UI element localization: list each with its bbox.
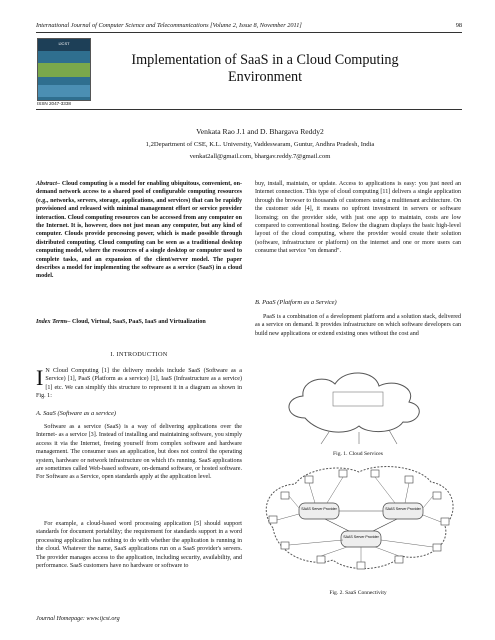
saas-paragraph-continued: buy, install, maintain, or update. Access to applications is easy: you just need an Internet connection. This type of cloud computing [11] delivers a single application through the browser to thousands of customers using a multitenant architecture. On the customer side [4], it means no upfront investment in servers or software licensing; on the provider side, with just one app to maintain, costs are low compared to conventional hosting. Below the diagram displays the basic high-level layout of the cloud computing, where the provider would create their solution (software, infrastructure or platform) on the internet and one or more users can consume that service "on demand". <box>255 181 461 255</box>
abstract-label: Abstract– <box>36 181 61 187</box>
server-node <box>299 503 339 519</box>
paas-paragraph-1: PaaS is a combination of a development platform and a solution stack, delivered as a service on demand. It provides infrastructure on which software developers can build new applications or extend existing ones without the cost and <box>255 314 461 337</box>
paper-affiliation: 1,2Department of CSE, K.L. University, Vaddeswaram, Guntur, Andhra Pradesh, India <box>145 141 375 148</box>
section-heading-introduction: I. INTRODUCTION <box>110 351 168 358</box>
journal-line: International Journal of Computer Science and Telecommunications [Volume 2, Issue 8, November 2011] <box>36 22 302 29</box>
cloud-inner-box <box>333 392 383 406</box>
cover-label: IJCST <box>58 41 70 46</box>
index-terms <box>36 318 242 326</box>
figure-1-caption: Fig. 1. Cloud Services <box>333 451 383 457</box>
page-number: 98 <box>455 22 462 29</box>
journal-homepage-footer: Journal Homepage: www.ijcst.org <box>36 616 120 622</box>
client-links <box>277 477 441 562</box>
client-nodes <box>269 470 449 569</box>
server-label: SAAS Server Provider <box>385 507 421 511</box>
index-terms-text: Cloud, Virtual, SaaS, PaaS, IaaS and Virtualization <box>70 319 206 325</box>
drop-cap: I <box>36 365 44 390</box>
subsection-heading-paas: B. PaaS (Platform as a Service) <box>255 299 337 306</box>
introduction-text: N Cloud Computing [1] the delivery models include SaaS (Software as a Service) [1], PaaS (Platform as a service) [1], IaaS (Infrastructure as a service) [1] etc. We can simplify this structure to represent it in a diagram as shown in Fig. 1: <box>36 368 242 400</box>
index-terms-label: Index Terms– <box>36 319 71 325</box>
subsection-heading-saas: A. SaaS (Software as a service) <box>36 410 116 417</box>
server-label: SAAS Server Provider <box>301 507 337 511</box>
running-header <box>36 22 462 29</box>
saas-paragraph-1: Software as a service (SaaS) is a way of delivering applications over the Internet- as a service [3]. Instead of installing and maintaining software, you simply access it via the Internet, freeing yourself from complex software and hardware management. The consumer uses an application, but does not control the operating system, hardware or network infrastructure on which it's running. SaaS applications are sometimes called Web-based software, on-demand software, or hosted software. For Software as a Service, open standards apply at the application level. <box>36 424 242 481</box>
issn-label: ISSN 2047-3338 <box>37 101 71 106</box>
server-node <box>341 531 381 547</box>
paper-authors: Venkata Rao J.1 and D. Bhargava Reddy2 <box>196 127 324 136</box>
figures-graphic <box>255 340 461 578</box>
banner-rule <box>36 109 462 110</box>
header-rule <box>36 32 462 33</box>
saas-paragraph-2: For example, a cloud-based word processing application [5] should support standards for document portability; the requirement for standards support in a word processing application has nothing to do with whether the application is running in the cloud. Whatever the name, SaaS applications run on a SaaS provider's servers. The provider manages access to the application, including security, availability, and performance. SaaS customers have no hardware or software to <box>36 521 242 570</box>
cloud-services-diagram <box>289 373 419 444</box>
paper-emails: venkat2all@gmail.com, bhargav.reddy.7@gmail.com <box>189 153 331 160</box>
saas-connectivity-diagram <box>266 467 453 569</box>
introduction-paragraph <box>36 367 242 401</box>
figure-2-caption: Fig. 2. SaaS Connectivity <box>329 590 387 596</box>
abstract-text: Cloud computing is a model for enabling ubiquitous, convenient, on-demand network access to a shared pool of configurable computing resources (e.g., networks, servers, storage, applications, and services) that can be rapidly provisioned and released with minimal management effort or service provider interaction. Cloud computing resources can be accessed from any computer on the Internet. It is, however, does not just mean any computer, but any kind of computer. Clouds provide processing power, which is made possible through distributed computing. Cloud computing can be seen as a traditional desktop computing model, where the resources of a single desktop or computer used to complete tasks, and an expansion of the client/server model. The paper describes a model for implementing the software as a service (SaaS) in a cloud model. <box>36 181 242 280</box>
server-label: SAAS Server Provider <box>343 535 379 539</box>
paper-title: Implementation of SaaS in a Cloud Computing Environment <box>131 52 399 85</box>
abstract <box>36 180 242 281</box>
journal-cover-image <box>37 38 91 101</box>
server-node <box>383 503 423 519</box>
